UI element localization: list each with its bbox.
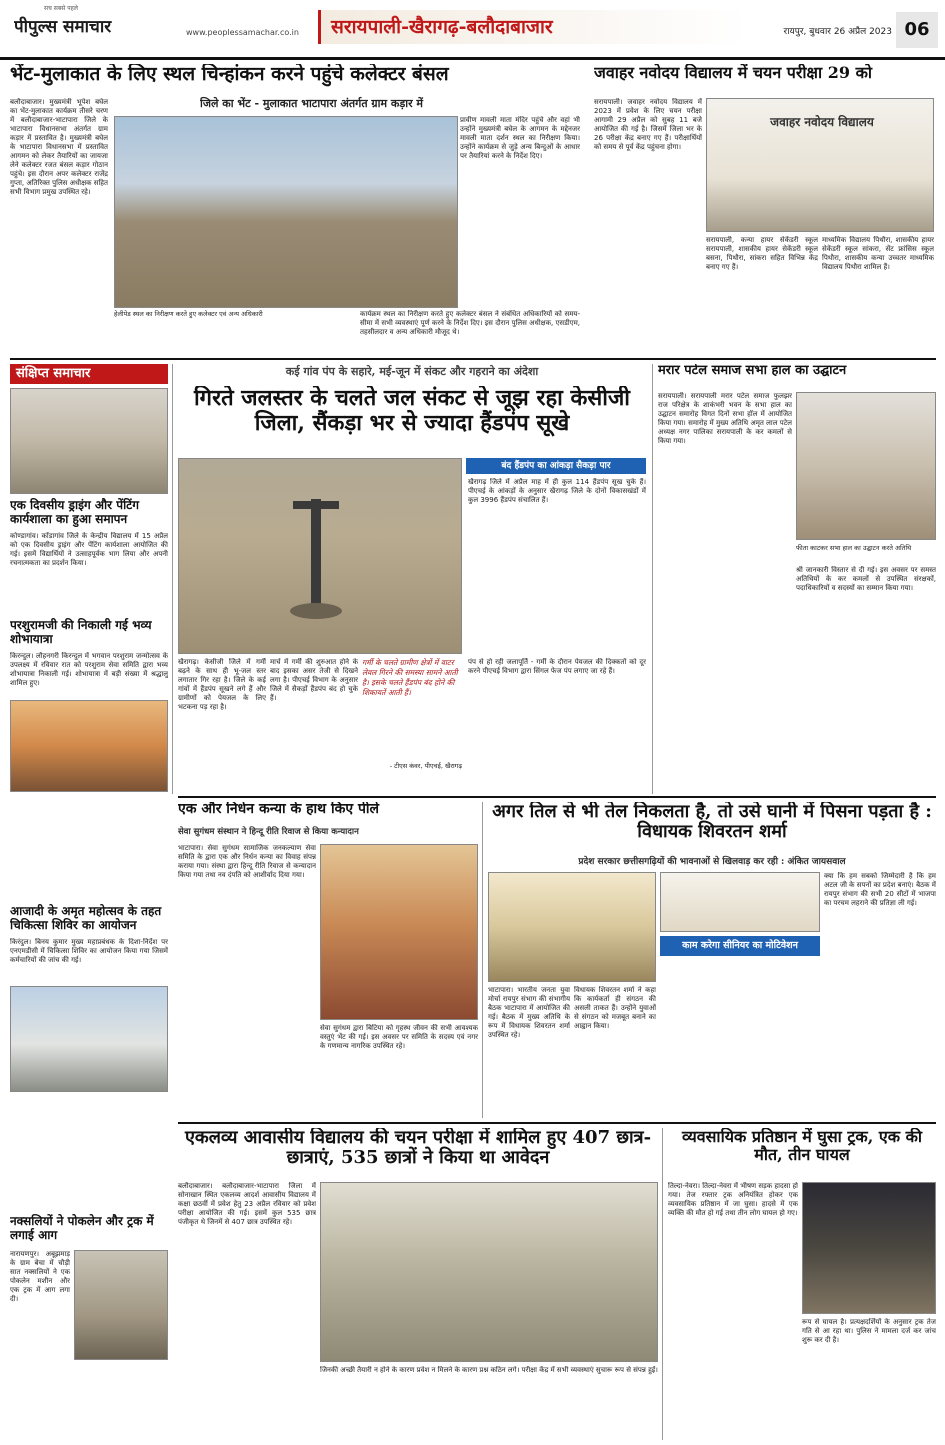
story-column: मार्च में गर्मी की शुरुआत होने के बाद इसका असर तेजी से दिखने लगा है। पीएचई विभाग के अनुसार जिले में सैकड़ों हैंडपंप बंद हो चुके हैं। [270, 658, 358, 702]
story-column: माध्यमिक विद्यालय पिथौरा, शासकीय हायर सेकेंडरी स्कूल सांकरा, सेंट फ्रांसिस स्कूल पिथौरा, शासकीय कन्या उच्चतर माध्यमिक विद्यालय पिथौरा शामिल हैं। [822, 236, 934, 271]
brief-title: नक्सलियों ने पोकलेन और ट्रक में लगाई आग [10, 1214, 154, 1242]
story-navodaya-exam [594, 64, 936, 354]
story-marar-patel-hall [658, 364, 936, 790]
ribbon-cutting-photo [796, 392, 936, 540]
medical-camp-photo [10, 986, 168, 1092]
story-column: विधायक शिवरतन शर्मा ने कहा कि कार्यकर्ता ही संगठन की असली ताकत हैं। उन्होंने युवाओं से संगठन को मजबूत बनाने का आह्वान किया। [574, 986, 656, 1030]
story-column: रूप से घायल है। प्रत्यक्षदर्शियों के अनुसार ट्रक तेज गति से आ रहा था। पुलिस ने मामला दर्ज कर जांच शुरू कर दी है। [802, 1318, 936, 1344]
stat-box-title: बंद हैंडपंप का आंकड़ा सैकड़ा पार [466, 458, 646, 474]
masthead [0, 0, 945, 60]
story-column: बलौदाबाजार। बलौदाबाजार-भाटापारा जिला में सोनाखान स्थित एकलव्य आदर्श आवासीय विद्यालय में कक्षा छठवीं में प्रवेश हेतु 23 अप्रैल रविवार को प्रवेश परीक्षा आयोजित की गई। इसमें कुल 535 छात्र पंजीकृत थे जिनमें से 407 छात्र उपस्थित रहे। [178, 1182, 316, 1226]
section-divider [178, 796, 936, 798]
dateline: रायपुर, बुधवार 26 अप्रैल 2023 [783, 27, 892, 37]
story-column: पंप से हो रही जलापूर्ति - गर्मी के दौरान पेयजल की दिक्कतों को दूर करने पीएचई विभाग द्वारा सिंगल फेज पंप लगाए जा रहे हैं। [468, 658, 646, 675]
section-divider [178, 1122, 936, 1124]
navodaya-building-photo [706, 98, 934, 232]
bjym-meeting-photo [488, 872, 656, 982]
dry-handpump-photo [178, 458, 462, 654]
story-column: जिनकी अच्छी तैयारी न होने के कारण प्रवेश न मिलने के कारण प्रश्न कठिन लगे। परीक्षा केंद्र में सभी व्यवस्थाएं सुचारू रूप से संपन्न हुईं। [320, 1366, 658, 1374]
story-kanyadan [178, 802, 478, 1118]
story-column: सेवा सुगंधम द्वारा बिटिया को गृहस्थ जीवन की सभी आवश्यक वस्तुएं भेंट की गई। इस अवसर पर समिति के सदस्य एवं नगर के गणमान्य नागरिक उपस्थित रहे। [320, 1024, 478, 1050]
brief-title: परशुरामजी की निकाली गई भव्य शोभायात्रा [10, 618, 152, 646]
column-rule [482, 802, 483, 1118]
brief-text: कोण्डागांव। कोंडागांव जिले के केन्द्रीय विद्यालय में 15 अप्रैल को एक दिवसीय ड्राइंग और पेंटिंग कार्यशाला आयोजित की गई। इसमें विद्यार्थियों ने उत्साहपूर्वक भाग लिया और अपनी रचनात्मकता का प्रदर्शन किया। [10, 532, 168, 567]
story-column: सरायपाली। सरायपाली मरार पटेल समाज फुलझर राज परिक्षेत्र के शाकंभरी भवन के सभा हाल का उद्घाटन समारोह विगत दिनों सभा हॉल में आयोजित किया गया। समारोह में मुख्य अतिथि अमृत लाल पटेल अध्यक्ष नगर पालिका सरायपाली के कर कमलों से किया गया। [658, 392, 792, 445]
story-collector-visit [10, 64, 580, 356]
story-column: बलौदाबाजार। मुख्यमंत्री भूपेश बघेल का भेंट-मुलाकात कार्यक्रम तीसरे चरण में बलौदाबाजार-भाटापारा जिले के भाटापारा विधानसभा अंतर्गत ग्राम कड़ार में प्रस्तावित है। मुख्यमंत्री बघेल के भाटापारा विधानसभा में प्रस्तावित आगमन को लेकर तैयारियों का जायजा लेने कलेक्टर रजत बंसल कड़ार गोठान पहुंचे। इस दौरान अपर कलेक्टर राजेंद्र गुप्ता, अतिरिक्त पुलिस अधीक्षक सहित सभी विभाग प्रमुख उपस्थित रहे। [10, 98, 108, 196]
story-column: प्रावीण मावली माता मंदिर पहुंचे और वहां भी उन्होंने मुख्यमंत्री बघेल के आगमन के मद्देनजर मावली माता दर्शन स्थल का निरीक्षण किया। उन्होंने कार्यक्रम से जुड़े अन्य बिन्दुओं के आधार पर तैयारियां करने के निर्देश दिए। [460, 116, 580, 160]
quote-attribution: - टीएस कंवर, पीएचई, खैरागढ़ [389, 762, 462, 770]
headline: व्यवसायिक प्रतिष्ठान में घुसा ट्रक, एक की मौत, तीन घायल [681, 1128, 923, 1164]
collector-group-photo [114, 116, 458, 308]
photo-caption: फीता काटकर सभा हाल का उद्घाटन करते अतिथि [796, 544, 912, 552]
headline: एकलव्य आवासीय विद्यालय की चयन परीक्षा में शामिल हुए 407 छात्र-छात्राएं, 535 छात्रों ने किया था आवेदन [184, 1128, 652, 1169]
story-column: क्या कि हम सबको जिम्मेदारी है कि हम अटल जी के सपनों का प्रदेश बनाएं। बैठक में रायपुर संभाग की सभी 20 सीटों में भाजपा का परचम लहराने की प्रतिज्ञा ली गई। [824, 872, 936, 907]
column-rule [652, 364, 653, 794]
story-column: कार्यक्रम स्थल का निरीक्षण करते हुए कलेक्टर बंसल ने संबंधित अधिकारियों को समय-सीमा में सभी व्यवस्थाएं पूर्ण करने के निर्देश दिए। इस दौरान पुलिस अधीक्षक, एसडीएम, तहसीलदार व अन्य अधिकारी मौजूद थे। [360, 310, 580, 336]
subhead: जिले का भेंट - मुलाकात भाटापारा अंतर्गत ग्राम कड़ार में [200, 97, 423, 110]
headline: मरार पटेल समाज सभा हाल का उद्घाटन [658, 364, 847, 378]
headline: भेंट-मुलाकात के लिए स्थल चिन्हांकन करने पहुंचे कलेक्टर बंसल [10, 64, 449, 85]
story-water-crisis [178, 364, 646, 790]
logo-text: पीपुल्स समाचार [14, 17, 112, 37]
section-divider [10, 358, 936, 360]
story-truck-accident [668, 1128, 936, 1440]
page-number: 06 [896, 12, 938, 48]
sidebar-box-title: काम करेगा सीनियर का मोटिवेशन [660, 936, 820, 956]
column-rule [172, 364, 173, 794]
headline: एक और निर्धन कन्या के हाथ किए पीले [178, 802, 380, 817]
story-eklavya-exam [178, 1128, 658, 1440]
building-sign-text: जवाहर नवोदय विद्यालय [770, 115, 874, 129]
wedding-photo [320, 844, 478, 1020]
official-quote: गर्मी के चलते ग्रामीण क्षेत्रों में वाटर लेवल गिरने की समस्या सामने आती है। इसके चलते हैंडपंप बंद होने की शिकायतें आती हैं। [362, 658, 458, 697]
headline: गिरते जलस्तर के चलते जल संकट से जूझ रहा केसीजी जिला, सैंकड़ा भर से ज्यादा हैंडपंप सूखे [193, 386, 630, 436]
tagline: सच सबसे पहले [44, 5, 78, 12]
headline: जवाहर नवोदय विद्यालय में चयन परीक्षा 29 को [594, 64, 873, 82]
story-mla-shivratan [488, 802, 936, 1118]
brief-title: एक दिवसीय ड्राइंग और पेंटिंग कार्यशाला का हुआ समापन [10, 498, 139, 526]
column-rule [662, 1128, 663, 1440]
brief-text: नारायणपुर। अबूझमाड़ के ग्राम बेचा में चौड़ी सात नक्सलियों ने एक पोकलेन मशीन और एक ट्रक में आग लगा दी। [10, 1250, 70, 1303]
drawing-workshop-photo [10, 388, 168, 494]
story-column: खैरागढ़ जिले में अप्रैल माह में ही कुल 114 हैंडपंप सूख चुके हैं। पीएचई के आंकड़ों के अनुसार खैरागढ़ जिले के दोनों विकासखंडों में कुल 3996 हैंडपंप संचालित हैं। [468, 478, 646, 504]
newspaper-logo [14, 6, 164, 48]
speaker-photo [660, 872, 820, 932]
kicker: कई गांव पंप के सहारे, मई-जून में संकट और गहराने का अंदेशा [285, 365, 539, 378]
exam-hall-photo [320, 1182, 658, 1362]
brief-title: आजादी के अमृत महोत्सव के तहत चिकित्सा शिविर का आयोजन [10, 904, 162, 932]
briefs-header: संक्षिप्त समाचार [10, 364, 168, 384]
brief-text: किरंदुल। बिनय कुमार मुख्य महाप्रबंधक के दिशा-निर्देश पर एनएमडीसी में चिकित्सा शिविर का आयोजन किया गया जिसमें कर्मचारियों की जांच की गई। [10, 938, 168, 964]
website-url: www.peoplessamachar.co.in [186, 28, 299, 37]
story-column: तिल्दा-नेवरा। तिल्दा-नेवरा में भीषण सड़क हादसा हो गया। तेज रफ्तार ट्रक अनियंत्रित होकर एक व्यवसायिक प्रतिष्ठान में जा घुसा। हादसे में एक व्यक्ति की मौत हो गई तथा तीन लोग घायल हो गए। [668, 1182, 798, 1217]
story-column: भाटापारा। सेवा सुगंधम सामाजिक जनकल्याण सेवा समिति के द्वारा एक और निर्धन कन्या का विवाह संपन्न कराया गया। संस्था द्वारा हिन्दू रीति रिवाज से कन्यादान किया गया तथा नव दंपति को आशीर्वाद दिया गया। [178, 844, 316, 879]
photo-caption: हेलीपेड स्थल का निरीक्षण करते हुए कलेक्टर एवं अन्य अधिकारी [114, 310, 263, 318]
section-title: सरायपाली-खैरागढ़-बलौदाबाजार [318, 10, 748, 44]
briefs-column [10, 364, 168, 1439]
handpump-icon [289, 489, 343, 619]
story-column: सरायपाली, कन्या हायर सेकेंडरी स्कूल सरायपाली, शासकीय हायर सेकेंडरी स्कूल बसना, पिथौरा, सांकरा सहित विभिन्न केंद्र बनाए गए हैं। [706, 236, 818, 271]
story-column: भाटापारा। भारतीय जनता युवा मोर्चा रायपुर संभाग की संभागीय बैठक भाटापारा में आयोजित की गई। बैठक में मुख्य अतिथि के रूप में विधायक शिवरतन शर्मा उपस्थित रहे। [488, 986, 570, 1039]
subhead: प्रदेश सरकार छत्तीसगढ़ियों की भावनाओं से खिलवाड़ कर रही : अंकित जायसवाल [578, 857, 846, 867]
story-column: खैरागढ़। केसीजी जिले में गर्मी बढ़ने के साथ ही भू-जल स्तर लगातार गिर रहा है। जिले के कई गांवों में हैंडपंप सूखने लगे हैं और ग्रामीणों को पेयजल के लिए भटकना पड़ रहा है। [178, 658, 266, 711]
burnt-truck-photo [74, 1250, 168, 1360]
brief-text: किरन्दुल। लौहनगरी किरन्दुल में भगवान परशुराम जन्मोत्सव के उपलक्ष्य में रविवार रात को परशुराम सेवा समिति द्वारा भव्य शोभायात्रा निकाली गई। शोभायात्रा में बड़ी संख्या में श्रद्धालु शामिल हुए। [10, 652, 168, 687]
headline: अगर तिल से भी तेल निकलता है, तो उसे घानी में पिसना पड़ता है : विधायक शिवरतन शर्मा [492, 802, 932, 843]
story-column: सरायपाली। जवाहर नवोदय विद्यालय में 2023 में प्रवेश के लिए चयन परीक्षा आगामी 29 अप्रैल को सुबह 11 बजे आयोजित की गई है। जिसमें जिला भर के 26 परीक्षा केंद्र बनाए गए हैं। परीक्षार्थियों को समय से पूर्व केंद्र पहुंचना होगा। [594, 98, 702, 151]
story-column: श्री जानकारी विस्तार से दी गई। इस अवसर पर समस्त अतिथियों के कर कमलों से उपस्थित संरक्षकों, पदाधिकारियों व सदस्यों का सम्मान किया गया। [796, 566, 936, 592]
subhead: सेवा सुगंधम संस्थान ने हिन्दू रीति रिवाज से किया कन्यादान [178, 827, 359, 837]
procession-photo [10, 700, 168, 792]
accident-photo [802, 1182, 936, 1314]
